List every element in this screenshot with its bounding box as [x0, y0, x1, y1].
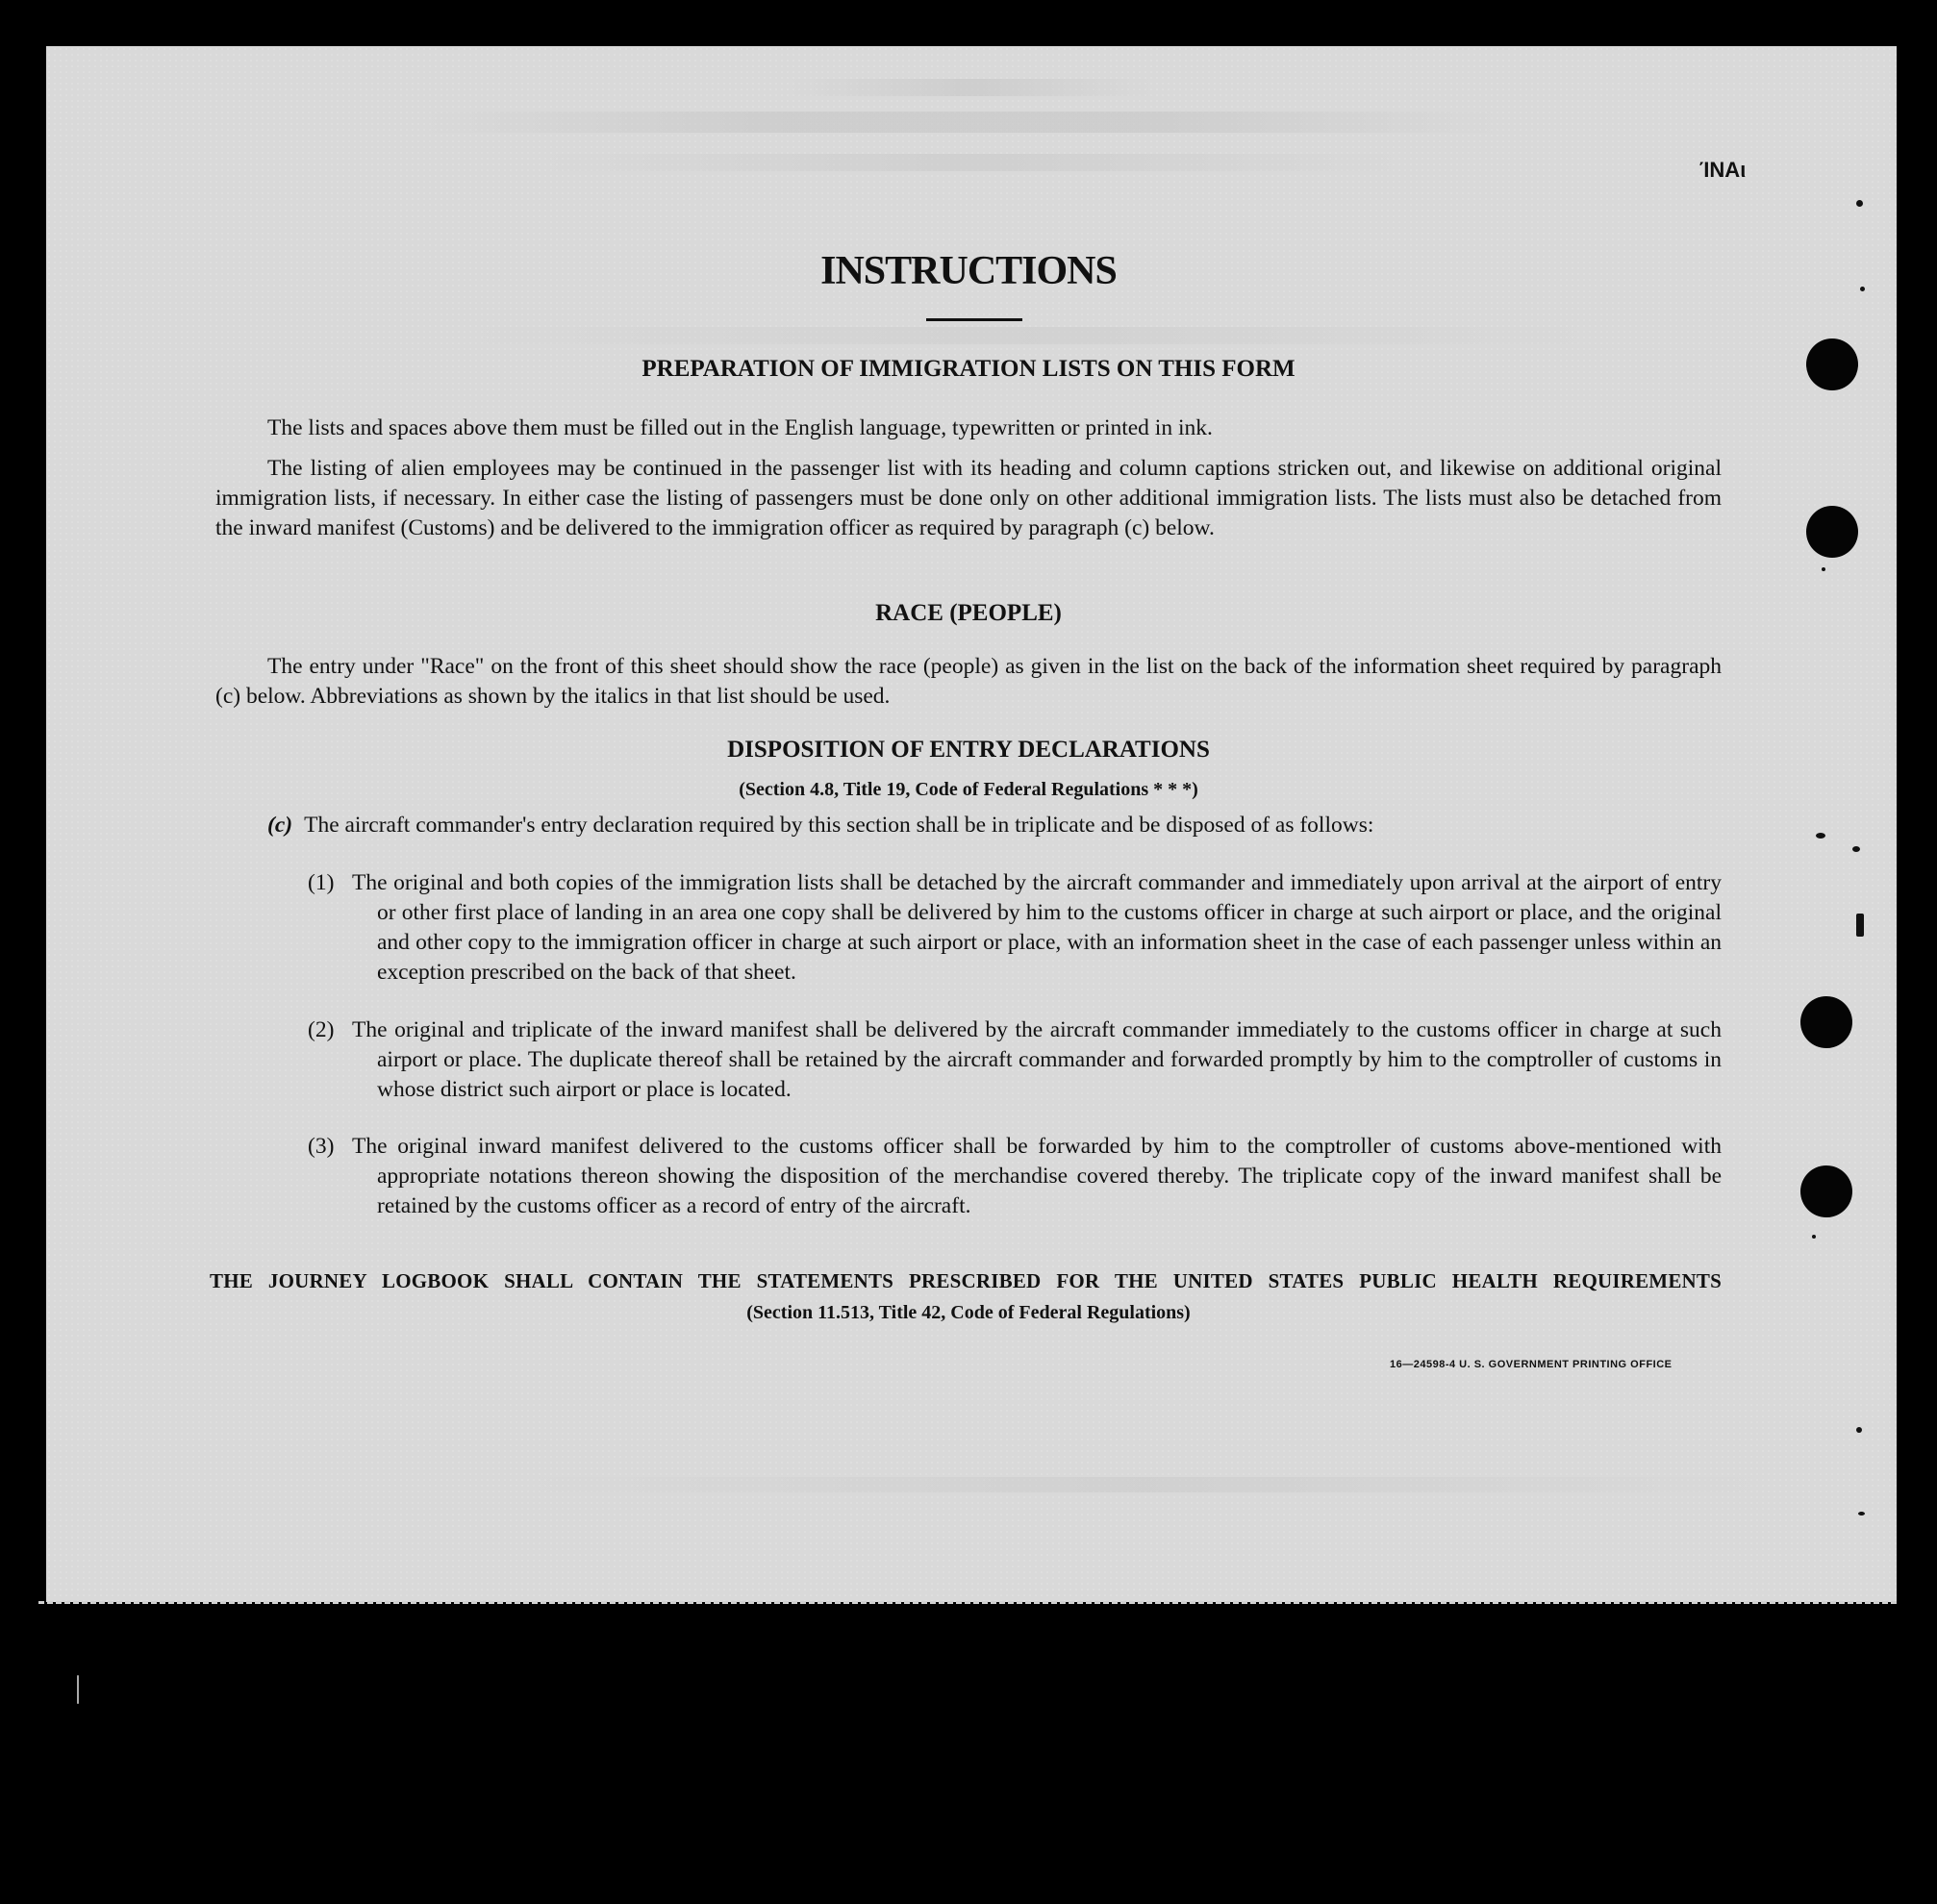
section-subheading-disposition: (Section 4.8, Title 19, Code of Federal Regulations * * *)	[739, 779, 1198, 800]
bleed-through-5	[519, 1477, 1770, 1492]
disposition-item-1	[308, 868, 1722, 988]
item-text: The original inward manifest delivered to the customs officer shall be forwarded by him to the comptroller of customs above-mentioned with appropriate notations thereon showing the disposition of the merchandise covered thereby. The triplicate copy of the inward manifest shall be retained by the customs officer as a record of entry of the aircraft.	[352, 1134, 1722, 1218]
item-text: The original and triplicate of the inward manifest shall be delivered by the aircraft commander immediately to the customs officer in charge at such airport or place. The duplicate thereof shall be retained by the aircraft commander and forwarded promptly by him to the comptroller of customs in whose district such airport or place is located.	[352, 1017, 1722, 1102]
journey-logbook-notice: THE JOURNEY LOGBOOK SHALL CONTAIN THE STATEMENTS PRESCRIBED FOR THE UNITED STATES PUBLIC HEALTH REQUIREMENTS	[210, 1269, 1722, 1292]
section-heading-disposition: DISPOSITION OF ENTRY DECLARATIONS	[727, 737, 1210, 763]
paragraph-race: The entry under "Race" on the front of this sheet should show the race (people) as given in the list on the back of the information sheet required by paragraph (c) below. Abbreviations as shown by the italics in that list should be used.	[215, 654, 1722, 709]
speck	[1858, 1512, 1865, 1516]
bleed-through-2	[423, 112, 1500, 133]
page-edge	[38, 1601, 1897, 1604]
disposition-item-3	[308, 1132, 1722, 1221]
paragraph-preparation-2: The listing of alien employees may be continued in the passenger list with its heading and column captions stricken out, and likewise on additional original immigration lists, if necessary. In either case the listing of passengers must be done only on other additional immigration lists. The lists must also be detached from the inward manifest (Customs) and be delivered to the immigration officer as required by paragraph (c) below.	[215, 456, 1722, 540]
item-number: (3)	[308, 1134, 335, 1159]
bleed-through-1	[789, 79, 1154, 96]
punch-hole-2	[1806, 506, 1858, 558]
disposition-intro-label: (c)	[267, 813, 293, 838]
punch-hole-3	[1800, 996, 1852, 1048]
disposition-item-2	[308, 1015, 1722, 1105]
section-heading-race: RACE (PEOPLE)	[875, 600, 1062, 626]
section-heading-preparation: PREPARATION OF IMMIGRATION LISTS ON THIS FORM	[641, 356, 1296, 382]
speck	[1852, 846, 1860, 852]
page-title: INSTRUCTIONS	[820, 249, 1117, 293]
bleed-through-3	[539, 154, 1404, 171]
speck	[1856, 914, 1864, 937]
title-underline	[926, 318, 1022, 321]
printing-office-line: 16—24598-4 U. S. GOVERNMENT PRINTING OFFICE	[1390, 1359, 1673, 1370]
speck	[1856, 200, 1863, 207]
speck	[1860, 287, 1865, 291]
bleed-through-4	[462, 327, 1597, 344]
disposition-intro	[267, 813, 1373, 839]
item-text: The original and both copies of the immigration lists shall be detached by the aircraft commander and immediately upon arrival at the airport of entry or other first place of landing in an area one copy shall be delivered by him to the customs officer in charge at such airport or place, and the original and other copy to the immigration officer in charge at such airport or place, with an information sheet in the case of each passenger unless within an exception prescribed on the back of that sheet.	[352, 870, 1722, 985]
speck	[1856, 1427, 1862, 1433]
journey-logbook-citation: (Section 11.513, Title 42, Code of Federal Regulations)	[746, 1302, 1191, 1323]
paragraph-preparation-1: The lists and spaces above them must be filled out in the English language, typewritten or printed in ink.	[267, 415, 1213, 440]
punch-hole-1	[1806, 338, 1858, 390]
speck	[1822, 567, 1825, 571]
punch-hole-4	[1800, 1165, 1852, 1217]
item-number: (2)	[308, 1017, 335, 1042]
speck	[1812, 1235, 1816, 1239]
speck	[1816, 833, 1825, 839]
top-mark: ΊΝΑι	[1699, 158, 1747, 182]
speck	[77, 1675, 79, 1704]
item-number: (1)	[308, 870, 335, 895]
disposition-intro-text: The aircraft commander's entry declaration required by this section shall be in triplicate and be disposed of as follows:	[304, 813, 1374, 838]
